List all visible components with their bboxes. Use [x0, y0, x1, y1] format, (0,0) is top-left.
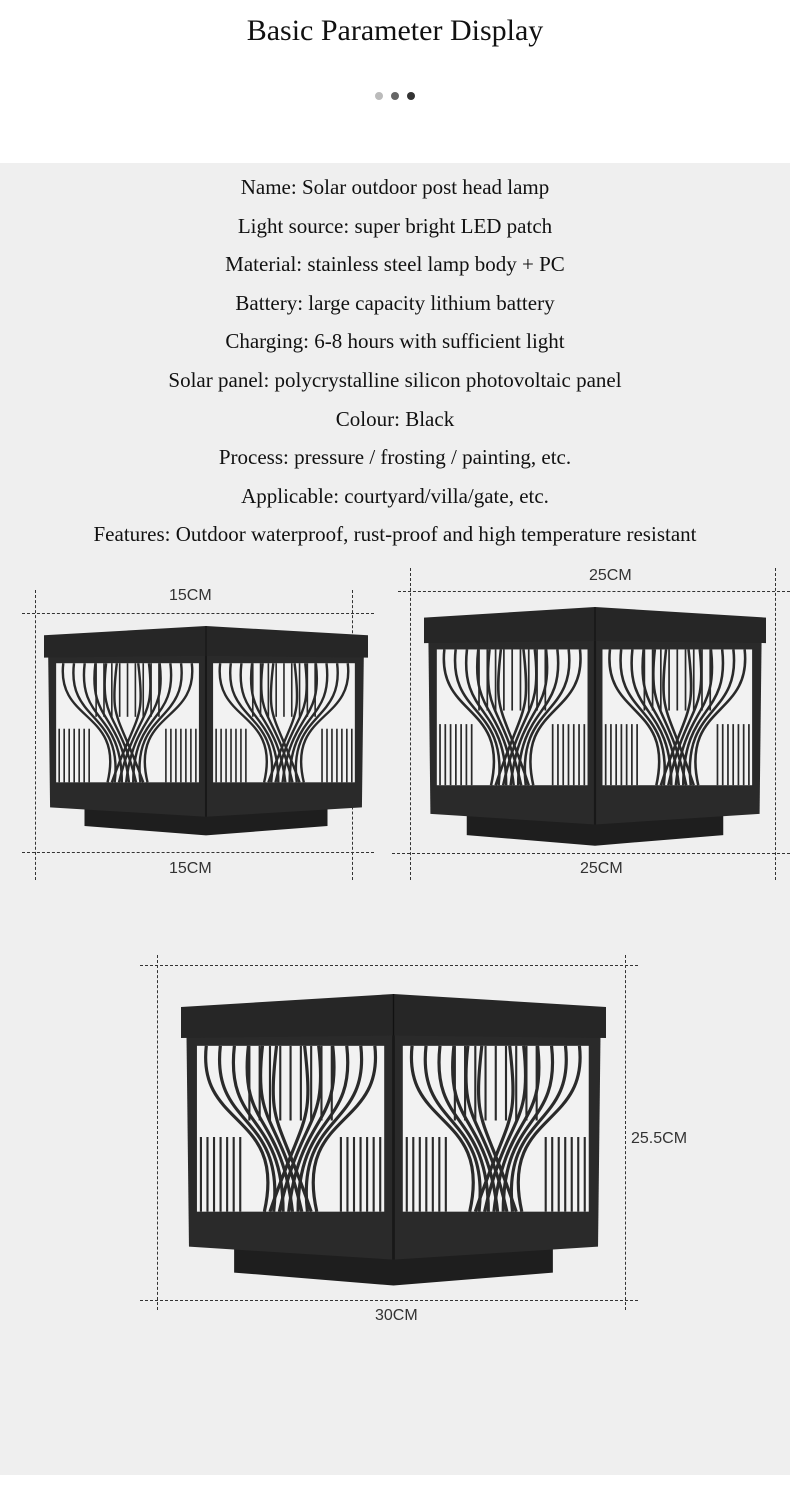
dot-1[interactable]: [375, 92, 383, 100]
carousel-dots: [375, 92, 415, 100]
dot-2[interactable]: [391, 92, 399, 100]
spec-applicable: Applicable: courtyard/villa/gate, etc.: [241, 483, 549, 508]
dimension-line: [398, 591, 790, 592]
dimension-line: [22, 613, 374, 614]
dimension-line: [157, 955, 158, 1310]
large-lamp-image: [181, 994, 606, 1292]
spec-features: Features: Outdoor waterproof, rust-proof and high temperature resistant: [93, 522, 697, 547]
dimension-line: [410, 568, 411, 880]
dimension-line: [140, 965, 638, 966]
small-lamp-top-dimension: 15CM: [169, 587, 212, 604]
dimension-line: [625, 955, 626, 1310]
spec-process: Process: pressure / frosting / painting, etc.: [218, 445, 572, 470]
small-lamp-image: [44, 626, 368, 840]
large-lamp-width-dimension: 30CM: [375, 1307, 418, 1324]
medium-lamp-image: [424, 607, 766, 851]
page-title: Basic Parameter Display: [246, 14, 544, 47]
dimension-line: [22, 852, 374, 853]
medium-lamp-top-dimension: 25CM: [589, 567, 632, 584]
small-lamp-bottom-dimension: 15CM: [169, 860, 212, 877]
dimension-line: [775, 568, 776, 880]
dimension-line: [35, 590, 36, 880]
dimension-line: [140, 1300, 638, 1301]
spec-charging: Charging: 6-8 hours with sufficient light: [225, 329, 565, 354]
dimension-line: [392, 853, 790, 854]
dot-3[interactable]: [407, 92, 415, 100]
spec-material: Material: stainless steel lamp body + PC: [225, 252, 565, 277]
spec-solar-panel: Solar panel: polycrystalline silicon photovoltaic panel: [168, 367, 622, 392]
spec-colour: Colour: Black: [335, 406, 455, 431]
spec-list: [0, 172, 790, 558]
large-lamp-height-dimension: 25.5CM: [631, 1130, 688, 1147]
spec-light-source: Light source: super bright LED patch: [237, 213, 553, 238]
spec-name: Name: Solar outdoor post head lamp: [240, 175, 550, 199]
medium-lamp-bottom-dimension: 25CM: [580, 860, 623, 877]
spec-battery: Battery: large capacity lithium battery: [235, 290, 555, 315]
